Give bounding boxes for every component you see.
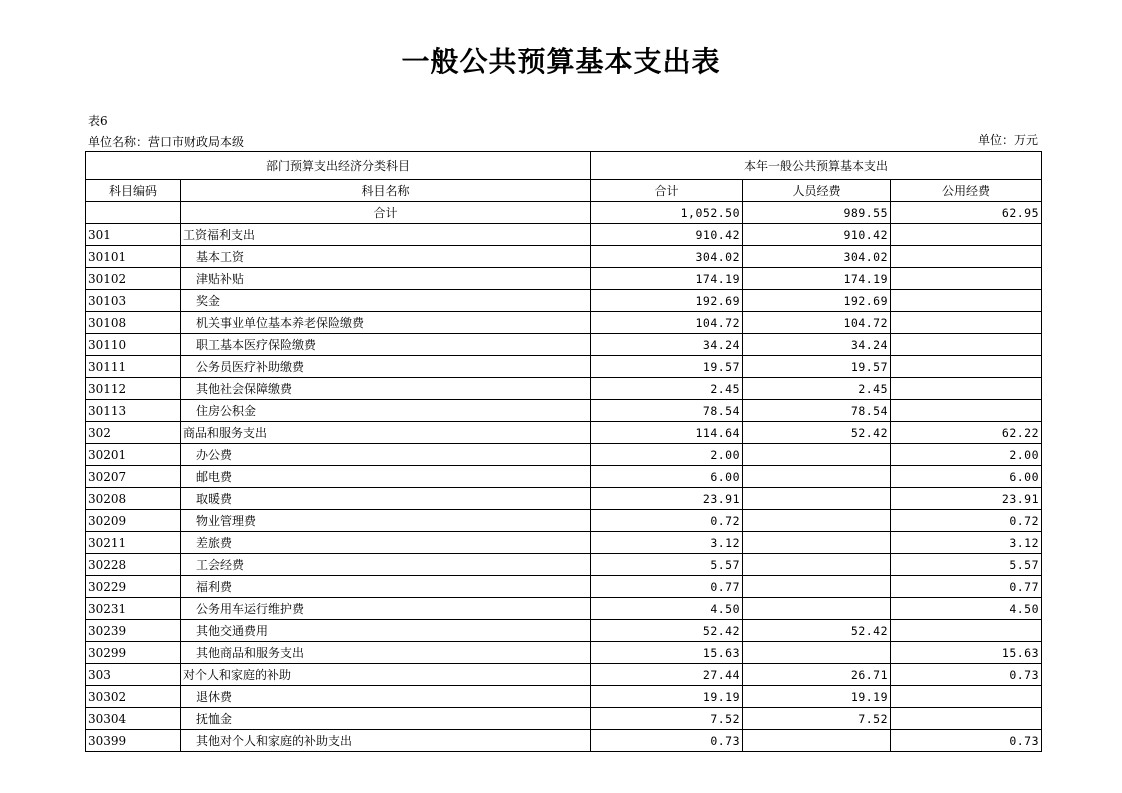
cell-code: 301 (86, 224, 181, 246)
table-number: 表6 (88, 114, 108, 128)
cell-personnel: 910.42 (743, 224, 891, 246)
cell-code: 30208 (86, 488, 181, 510)
table-row (86, 554, 1042, 576)
cell-code: 30207 (86, 466, 181, 488)
cell-personnel (743, 576, 891, 598)
budget-table (85, 151, 1042, 752)
cell-code: 30229 (86, 576, 181, 598)
cell-total: 19.19 (591, 686, 743, 708)
cell-public (891, 378, 1042, 400)
cell-personnel: 52.42 (743, 422, 891, 444)
cell-total: 304.02 (591, 246, 743, 268)
cell-public: 15.63 (891, 642, 1042, 664)
summary-label: 合计 (181, 202, 591, 224)
cell-public (891, 620, 1042, 642)
header-public: 公用经费 (891, 180, 1042, 202)
cell-personnel: 304.02 (743, 246, 891, 268)
cell-total: 114.64 (591, 422, 743, 444)
cell-personnel: 26.71 (743, 664, 891, 686)
cell-total: 104.72 (591, 312, 743, 334)
cell-personnel (743, 488, 891, 510)
cell-total: 23.91 (591, 488, 743, 510)
cell-name: 职工基本医疗保险缴费 (181, 334, 591, 356)
table-row (86, 730, 1042, 752)
cell-name: 奖金 (181, 290, 591, 312)
cell-code: 30102 (86, 268, 181, 290)
table-row (86, 642, 1042, 664)
cell-public: 4.50 (891, 598, 1042, 620)
cell-name: 其他交通费用 (181, 620, 591, 642)
cell-personnel: 34.24 (743, 334, 891, 356)
cell-name: 津贴补贴 (181, 268, 591, 290)
cell-name: 其他商品和服务支出 (181, 642, 591, 664)
cell-name: 物业管理费 (181, 510, 591, 532)
cell-public: 0.72 (891, 510, 1042, 532)
header-column-row (86, 180, 1042, 202)
cell-personnel: 52.42 (743, 620, 891, 642)
cell-name: 对个人和家庭的补助 (181, 664, 591, 686)
cell-name: 机关事业单位基本养老保险缴费 (181, 312, 591, 334)
cell-code: 30112 (86, 378, 181, 400)
header-group-row (86, 152, 1042, 180)
header-name: 科目名称 (181, 180, 591, 202)
table-row (86, 686, 1042, 708)
cell-name: 取暖费 (181, 488, 591, 510)
cell-code: 30209 (86, 510, 181, 532)
cell-total: 34.24 (591, 334, 743, 356)
cell-code: 30239 (86, 620, 181, 642)
summary-personnel: 989.55 (743, 202, 891, 224)
cell-total: 0.77 (591, 576, 743, 598)
cell-public (891, 708, 1042, 730)
table-body (86, 202, 1042, 752)
table-row (86, 422, 1042, 444)
cell-public: 0.73 (891, 730, 1042, 752)
cell-personnel (743, 466, 891, 488)
cell-code: 30111 (86, 356, 181, 378)
table-row (86, 290, 1042, 312)
cell-personnel (743, 598, 891, 620)
table-row (86, 620, 1042, 642)
table-row (86, 312, 1042, 334)
table-row (86, 444, 1042, 466)
cell-public (891, 312, 1042, 334)
cell-name: 基本工资 (181, 246, 591, 268)
cell-code: 302 (86, 422, 181, 444)
cell-public (891, 356, 1042, 378)
cell-public (891, 224, 1042, 246)
cell-name: 公务用车运行维护费 (181, 598, 591, 620)
header-basic-expenditure: 本年一般公共预算基本支出 (591, 152, 1042, 180)
cell-name: 退休费 (181, 686, 591, 708)
cell-public (891, 686, 1042, 708)
summary-row (86, 202, 1042, 224)
cell-total: 3.12 (591, 532, 743, 554)
cell-total: 4.50 (591, 598, 743, 620)
cell-public (891, 290, 1042, 312)
cell-public: 0.77 (891, 576, 1042, 598)
cell-personnel (743, 510, 891, 532)
cell-name: 工资福利支出 (181, 224, 591, 246)
cell-code: 30110 (86, 334, 181, 356)
cell-public (891, 246, 1042, 268)
header-personnel: 人员经费 (743, 180, 891, 202)
cell-public: 23.91 (891, 488, 1042, 510)
table-row (86, 532, 1042, 554)
cell-public: 3.12 (891, 532, 1042, 554)
cell-total: 6.00 (591, 466, 743, 488)
table-row (86, 356, 1042, 378)
table-row (86, 598, 1042, 620)
cell-public (891, 334, 1042, 356)
cell-name: 福利费 (181, 576, 591, 598)
cell-total: 5.57 (591, 554, 743, 576)
cell-name: 其他社会保障缴费 (181, 378, 591, 400)
table-row (86, 708, 1042, 730)
cell-code: 30108 (86, 312, 181, 334)
table-row (86, 400, 1042, 422)
cell-public (891, 268, 1042, 290)
cell-total: 192.69 (591, 290, 743, 312)
table-row (86, 268, 1042, 290)
cell-public (891, 400, 1042, 422)
cell-name: 公务员医疗补助缴费 (181, 356, 591, 378)
cell-personnel: 104.72 (743, 312, 891, 334)
table-row (86, 510, 1042, 532)
cell-public: 5.57 (891, 554, 1042, 576)
cell-name: 住房公积金 (181, 400, 591, 422)
table-row (86, 334, 1042, 356)
cell-name: 其他对个人和家庭的补助支出 (181, 730, 591, 752)
cell-total: 52.42 (591, 620, 743, 642)
cell-personnel: 19.19 (743, 686, 891, 708)
cell-code: 30304 (86, 708, 181, 730)
cell-code: 30211 (86, 532, 181, 554)
cell-code: 30101 (86, 246, 181, 268)
cell-total: 27.44 (591, 664, 743, 686)
cell-total: 19.57 (591, 356, 743, 378)
header-economic-classification: 部门预算支出经济分类科目 (86, 152, 591, 180)
cell-personnel (743, 730, 891, 752)
cell-personnel: 7.52 (743, 708, 891, 730)
cell-name: 邮电费 (181, 466, 591, 488)
cell-name: 办公费 (181, 444, 591, 466)
cell-public: 0.73 (891, 664, 1042, 686)
cell-code: 30302 (86, 686, 181, 708)
cell-personnel: 174.19 (743, 268, 891, 290)
cell-code: 30399 (86, 730, 181, 752)
cell-personnel: 78.54 (743, 400, 891, 422)
summary-total: 1,052.50 (591, 202, 743, 224)
cell-code: 30201 (86, 444, 181, 466)
cell-total: 910.42 (591, 224, 743, 246)
cell-personnel (743, 642, 891, 664)
page-title: 一般公共预算基本支出表 (401, 45, 721, 78)
cell-personnel: 192.69 (743, 290, 891, 312)
cell-public: 62.22 (891, 422, 1042, 444)
summary-code (86, 202, 181, 224)
table-row (86, 378, 1042, 400)
cell-code: 30231 (86, 598, 181, 620)
unit-name: 单位名称：营口市财政局本级 (88, 135, 245, 149)
cell-total: 7.52 (591, 708, 743, 730)
cell-name: 差旅费 (181, 532, 591, 554)
table-row (86, 466, 1042, 488)
cell-code: 30113 (86, 400, 181, 422)
cell-total: 78.54 (591, 400, 743, 422)
table-row (86, 664, 1042, 686)
currency-unit: 单位：万元 (977, 133, 1038, 147)
table-row (86, 246, 1042, 268)
table-row (86, 488, 1042, 510)
header-code: 科目编码 (86, 180, 181, 202)
summary-public: 62.95 (891, 202, 1042, 224)
cell-name: 工会经费 (181, 554, 591, 576)
cell-name: 商品和服务支出 (181, 422, 591, 444)
cell-total: 2.45 (591, 378, 743, 400)
cell-code: 30228 (86, 554, 181, 576)
table-row (86, 576, 1042, 598)
cell-total: 0.73 (591, 730, 743, 752)
cell-code: 303 (86, 664, 181, 686)
cell-personnel (743, 554, 891, 576)
cell-personnel (743, 444, 891, 466)
table-row (86, 224, 1042, 246)
cell-personnel: 19.57 (743, 356, 891, 378)
cell-code: 30299 (86, 642, 181, 664)
cell-total: 2.00 (591, 444, 743, 466)
cell-public: 2.00 (891, 444, 1042, 466)
cell-personnel: 2.45 (743, 378, 891, 400)
header-total: 合计 (591, 180, 743, 202)
cell-total: 0.72 (591, 510, 743, 532)
cell-name: 抚恤金 (181, 708, 591, 730)
cell-personnel (743, 532, 891, 554)
cell-total: 174.19 (591, 268, 743, 290)
cell-code: 30103 (86, 290, 181, 312)
cell-public: 6.00 (891, 466, 1042, 488)
cell-total: 15.63 (591, 642, 743, 664)
